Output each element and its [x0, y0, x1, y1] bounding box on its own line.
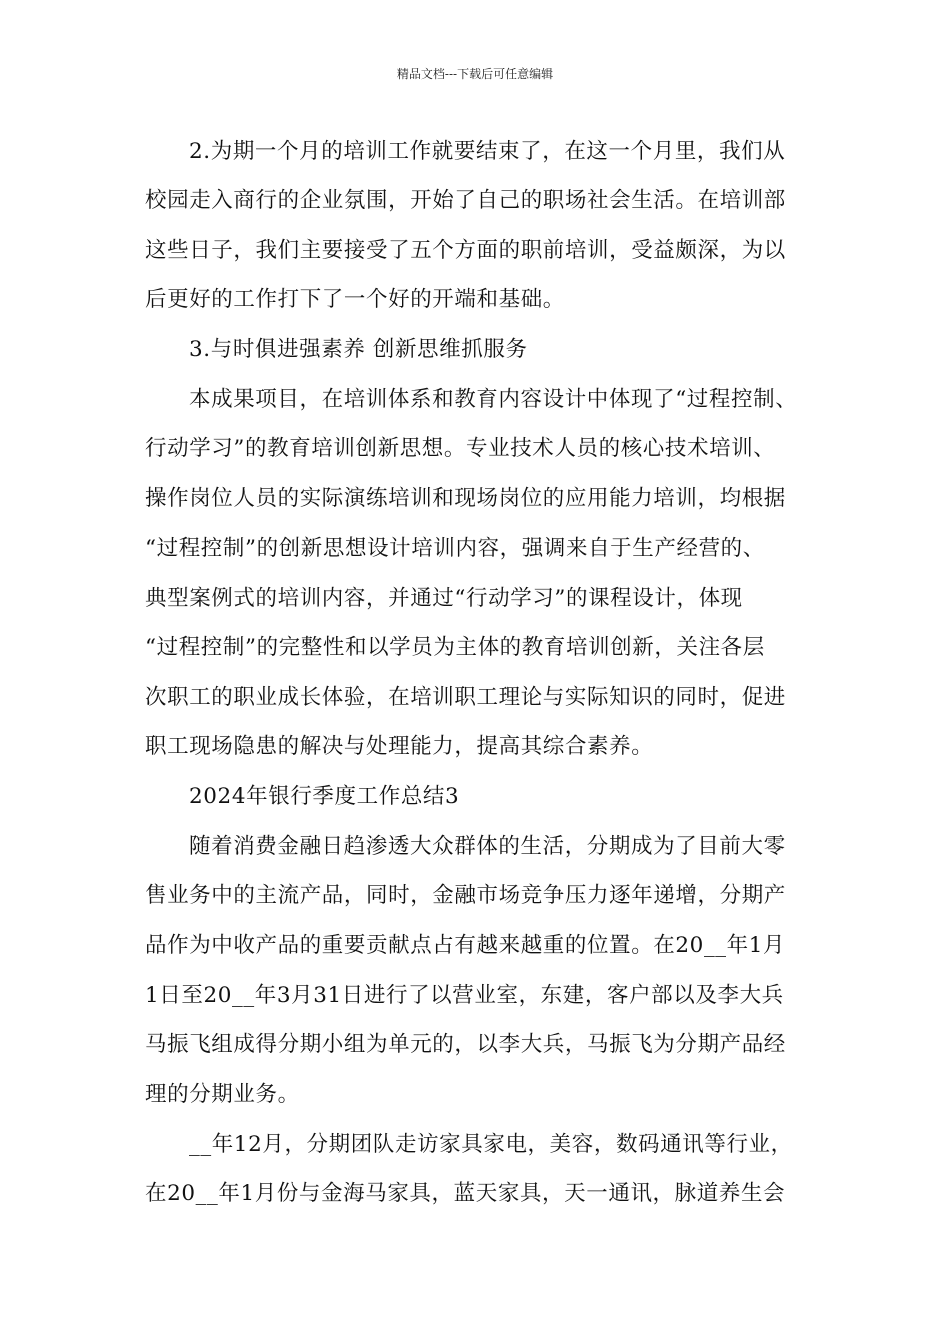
paragraph-line: 后更好的工作打下了一个好的开端和基础。	[145, 287, 565, 312]
paragraph-line: 操作岗位人员的实际演练培训和现场岗位的应用能力培训，均根据	[145, 486, 786, 511]
page-header: 精品文档---下载后可任意编辑	[396, 67, 554, 81]
paragraph-line: “过程控制”的创新思想设计培训内容，强调来自于生产经营的、	[145, 536, 765, 561]
paragraph-line: 校园走入商行的企业氛围，开始了自己的职场社会生活。在培训部	[145, 188, 786, 213]
paragraph-line: __年12月，分期团队走访家具家电，美容，数码通讯等行业，	[189, 1132, 793, 1157]
paragraph-line: 理的分期业务。	[145, 1082, 300, 1107]
paragraph-line: 典型案例式的培训内容，并通过“行动学习”的课程设计，体现	[145, 586, 743, 611]
paragraph-line: 这些日子，我们主要接受了五个方面的职前培训，受益颇深，为以	[145, 238, 786, 263]
paragraph-line: “过程控制”的完整性和以学员为主体的教育培训创新，关注各层	[145, 635, 765, 660]
section-heading: 2024年银行季度工作总结3	[189, 784, 460, 809]
paragraph-line: 售业务中的主流产品，同时，金融市场竞争压力逐年递增，分期产	[145, 883, 786, 908]
paragraph-line: 随着消费金融日趋渗透大众群体的生活，分期成为了目前大零	[189, 834, 786, 859]
section-heading: 3.与时俱进强素养 创新思维抓服务	[189, 337, 528, 362]
paragraph-line: 在20__年1月份与金海马家具，蓝天家具，天一通讯，脉道养生会	[145, 1181, 786, 1206]
paragraph-line: 马振飞组成得分期小组为单元的，以李大兵，马振飞为分期产品经	[145, 1032, 786, 1057]
paragraph-line: 职工现场隐患的解决与处理能力，提高其综合素养。	[145, 734, 654, 759]
paragraph-line: 品作为中收产品的重要贡献点占有越来越重的位置。在20__年1月	[145, 933, 786, 958]
paragraph-line: 2.为期一个月的培训工作就要结束了，在这一个月里，我们从	[189, 139, 786, 164]
paragraph-line: 本成果项目，在培训体系和教育内容设计中体现了“过程控制、	[189, 387, 798, 412]
paragraph-line: 次职工的职业成长体验，在培训职工理论与实际知识的同时，促进	[145, 685, 786, 710]
paragraph-line: 行动学习”的教育培训创新思想。专业技术人员的核心技术培训、	[145, 436, 776, 461]
paragraph-line: 1日至20__年3月31日进行了以营业室，东建，客户部以及李大兵	[145, 983, 784, 1008]
